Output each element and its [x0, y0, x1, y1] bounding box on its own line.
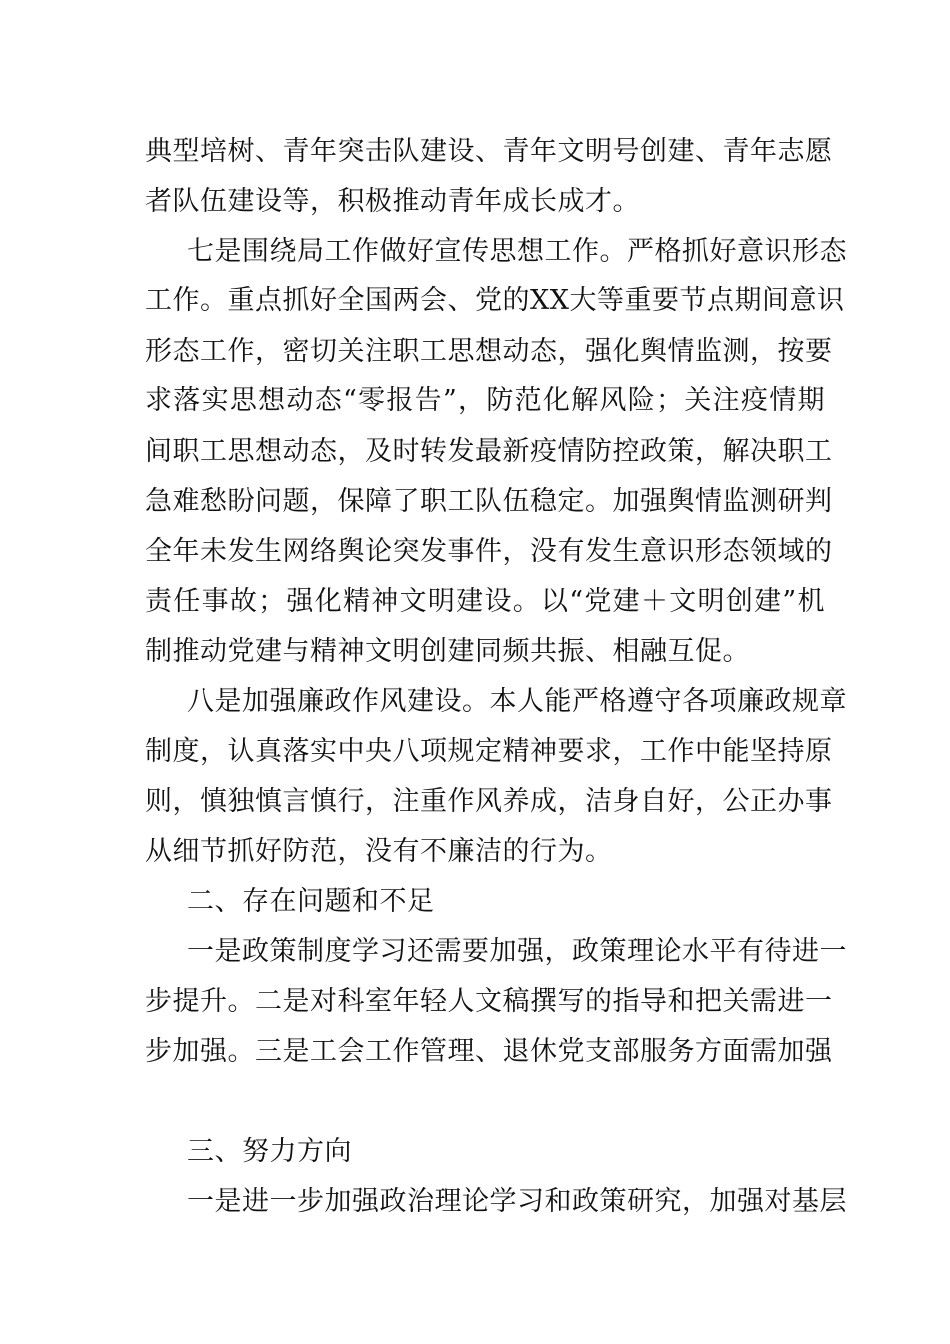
paragraph-line: 典型培树、青年突击队建设、青年文明号创建、青年志愿 [145, 136, 833, 167]
paragraph-line: 一是进一步加强政治理论学习和政策研究，加强对基层 [187, 1186, 847, 1217]
paragraph-line: 责任事故；强化精神文明建设。以“党建＋文明创建”机 [145, 586, 825, 617]
paragraph-line: 制度，认真落实中央八项规定精神要求，工作中能坚持原 [145, 736, 833, 767]
paragraph-line: 步加强。三是工会工作管理、退休党支部服务方面需加强 [145, 1036, 833, 1067]
paragraph-line: 制推动党建与精神文明创建同频共振、相融互促。 [145, 636, 750, 667]
paragraph-line: 步提升。二是对科室年轻人文稿撰写的指导和把关需进一 [145, 986, 833, 1017]
paragraph-line: 间职工思想动态，及时转发最新疫情防控政策，解决职工 [145, 436, 833, 467]
paragraph-line: 急难愁盼问题，保障了职工队伍稳定。加强舆情监测研判 [145, 486, 833, 517]
paragraph-line: 者队伍建设等，积极推动青年成长成才。 [145, 186, 640, 217]
paragraph-line: 从细节抓好防范，没有不廉洁的行为。 [145, 836, 613, 867]
paragraph-line: 八是加强廉政作风建设。本人能严格遵守各项廉政规章 [187, 686, 847, 717]
paragraph-line: 一是政策制度学习还需要加强，政策理论水平有待进一 [187, 936, 847, 967]
paragraph-line: 七是围绕局工作做好宣传思想工作。严格抓好意识形态 [187, 236, 847, 267]
section-heading: 二、存在问题和不足 [187, 886, 435, 917]
paragraph-line: 形态工作，密切关注职工思想动态，强化舆情监测，按要 [145, 336, 833, 367]
paragraph-line: 全年未发生网络舆论突发事件，没有发生意识形态领域的 [145, 536, 833, 567]
paragraph-line: 求落实思想动态“零报告”，防范化解风险；关注疫情期 [145, 385, 825, 416]
paragraph-line: 则，慎独慎言慎行，注重作风养成，洁身自好，公正办事 [145, 786, 833, 817]
paragraph-line: 工作。重点抓好全国两会、党的XX大等重要节点期间意识 [145, 285, 845, 316]
section-heading: 三、努力方向 [187, 1136, 352, 1167]
